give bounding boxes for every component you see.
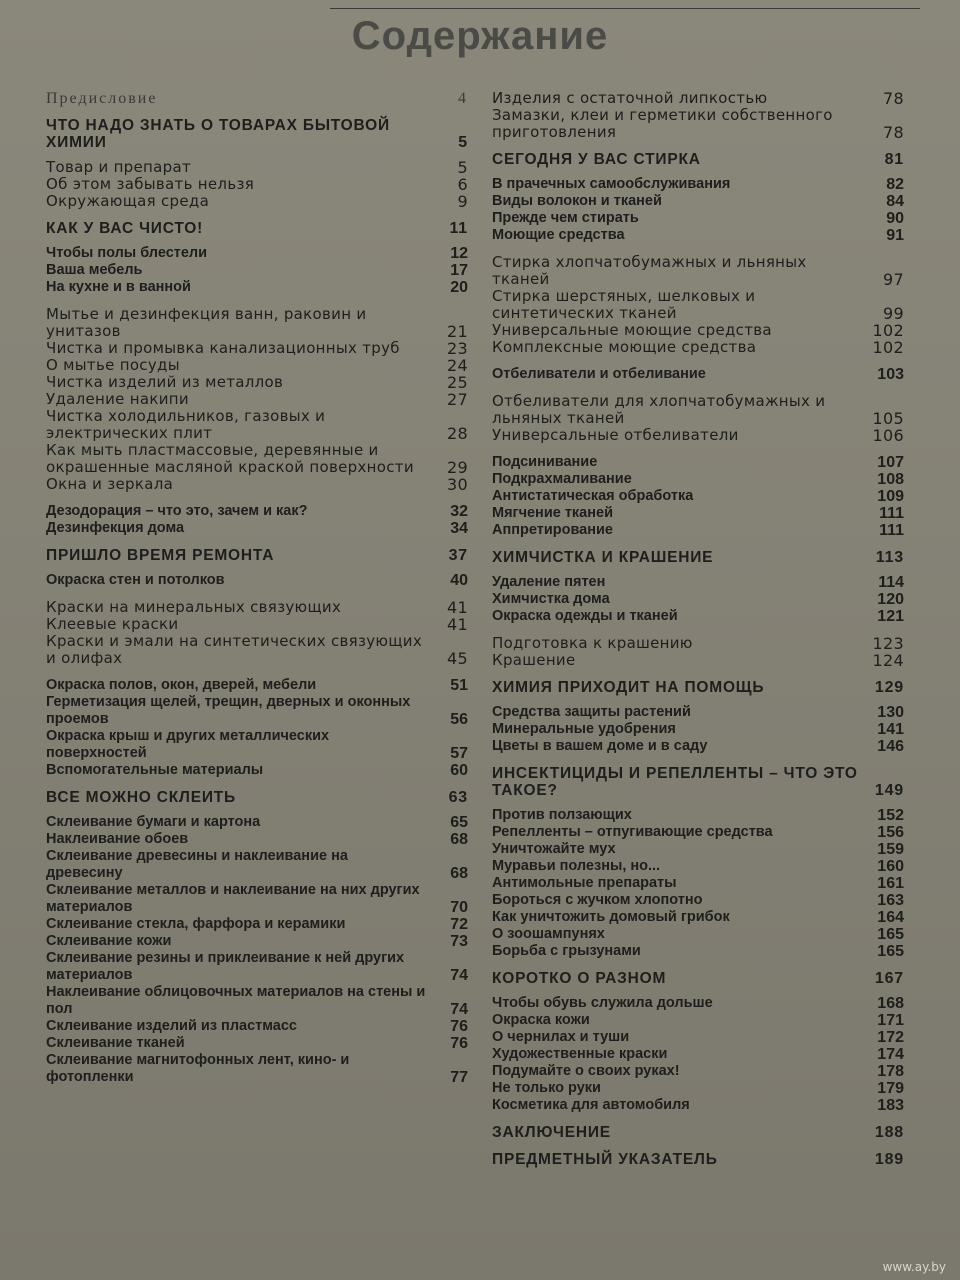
toc-entry-title: Стирка хлопчатобумажных и льняных тканей <box>492 253 807 288</box>
toc-entry <box>492 366 908 383</box>
toc-page-number: 74 <box>450 967 468 984</box>
toc-entry <box>46 374 472 391</box>
toc-page-number: 84 <box>886 193 904 210</box>
toc-page-number: 12 <box>450 245 468 262</box>
toc-entry <box>46 408 472 442</box>
toc-page-number: 108 <box>877 471 904 488</box>
toc-page-number: 78 <box>883 89 904 108</box>
toc-entry <box>492 875 908 892</box>
toc-entry-title: Чтобы полы блестели <box>46 245 208 261</box>
toc-entry-title: Склеивание кожи <box>46 933 172 949</box>
toc-entry-title: ХИМЧИСТКА И КРАШЕНИЕ <box>492 549 714 566</box>
toc-entry-title: Моющие средства <box>492 227 625 243</box>
toc-entry <box>46 520 472 537</box>
toc-entry <box>46 1052 472 1086</box>
toc-page-number: 114 <box>878 574 904 591</box>
toc-page-number: 171 <box>877 1012 904 1029</box>
toc-page-number: 76 <box>450 1018 468 1035</box>
toc-entry <box>492 227 908 244</box>
toc-page-number: 123 <box>872 634 904 653</box>
toc-section-heading <box>492 1151 908 1168</box>
toc-entry <box>46 306 472 340</box>
toc-entry <box>492 288 908 322</box>
toc-entry-title: Дезодорация – что это, зачем и как? <box>46 503 308 519</box>
toc-entry-title: СЕГОДНЯ У ВАС СТИРКА <box>492 151 701 168</box>
toc-entry-title: Склеивание металлов и наклеивание на них других материалов <box>46 882 420 915</box>
toc-entry <box>46 262 472 279</box>
toc-page-number: 149 <box>874 782 904 799</box>
toc-page-number: 41 <box>447 598 468 617</box>
toc-page-number: 57 <box>450 745 468 762</box>
toc-entry <box>492 1097 908 1114</box>
toc-entry-title: Окраска крыш и других металлических поверхностей <box>46 728 330 761</box>
toc-entry-title: Антистатическая обработка <box>492 488 694 504</box>
toc-page-number: 167 <box>874 970 904 987</box>
toc-entry-title: Мягчение тканей <box>492 505 613 521</box>
toc-entry-title: Склеивание магнитофонных лент, кино- и фотопленки <box>46 1052 350 1085</box>
toc-section-heading <box>492 151 908 168</box>
toc-entry <box>46 599 472 616</box>
toc-entry <box>46 340 472 357</box>
toc-entry-title: ХИМИЯ ПРИХОДИТ НА ПОМОЩЬ <box>492 679 765 696</box>
toc-entry-title: Аппретирование <box>492 522 613 538</box>
toc-page-number: 160 <box>877 858 904 875</box>
toc-entry <box>492 1063 908 1080</box>
toc-page-number: 5 <box>458 134 468 151</box>
toc-page-number: 74 <box>450 1001 468 1018</box>
toc-page-number: 159 <box>877 841 904 858</box>
toc-entry <box>46 728 472 762</box>
toc-entry <box>46 814 472 831</box>
toc-entry <box>492 427 908 444</box>
toc-entry <box>492 738 908 755</box>
toc-page-number: 120 <box>877 591 904 608</box>
toc-page-number: 152 <box>877 807 904 824</box>
toc-entry <box>46 476 472 493</box>
toc-page-number: 4 <box>458 90 468 107</box>
toc-page-number: 27 <box>447 390 468 409</box>
toc-entry-title: Склеивание бумаги и картона <box>46 814 261 830</box>
toc-entry <box>46 831 472 848</box>
toc-entry-title: ПРЕДМЕТНЫЙ УКАЗАТЕЛЬ <box>492 1151 718 1168</box>
toc-entry-title: Отбеливатели для хлопчатобумажных и льняных тканей <box>492 392 826 427</box>
toc-page-number: 11 <box>449 220 468 237</box>
toc-page-number: 56 <box>450 711 468 728</box>
toc-page-number: 109 <box>877 488 904 505</box>
toc-entry <box>492 471 908 488</box>
toc-page-number: 107 <box>877 454 904 471</box>
toc-entry <box>492 824 908 841</box>
toc-page-number: 76 <box>450 1035 468 1052</box>
toc-entry-title: Вспомогательные материалы <box>46 762 264 778</box>
toc-page-number: 106 <box>872 426 904 445</box>
toc-entry <box>492 210 908 227</box>
toc-page-number: 72 <box>450 916 468 933</box>
toc-entry <box>492 721 908 738</box>
toc-entry-title: Товар и препарат <box>46 158 191 176</box>
toc-entry-title: Чистка холодильников, газовых и электрических плит <box>46 407 326 442</box>
toc-entry-title: Об этом забывать нельзя <box>46 175 255 193</box>
toc-entry-title: Подкрахмаливание <box>492 471 632 487</box>
toc-entry <box>46 1018 472 1035</box>
toc-entry <box>46 616 472 633</box>
toc-entry-title: Наклеивание обоев <box>46 831 189 847</box>
toc-section-heading <box>492 1124 908 1141</box>
watermark: www.ay.by <box>882 1260 946 1274</box>
toc-entry-title: О чернилах и туши <box>492 1029 630 1045</box>
toc-page-number: 28 <box>447 424 468 443</box>
toc-page-number: 188 <box>874 1124 904 1141</box>
toc-page-number: 9 <box>457 192 468 211</box>
toc-entry <box>46 916 472 933</box>
toc-section-heading <box>492 679 908 696</box>
toc-page-number: 5 <box>457 158 468 177</box>
toc-entry-title: Мытье и дезинфекция ванн, раковин и унитазов <box>46 305 367 340</box>
toc-entry <box>492 841 908 858</box>
toc-entry-title: Борьба с грызунами <box>492 943 641 959</box>
toc-entry-title: Антимольные препараты <box>492 875 677 891</box>
toc-entry-title: ЗАКЛЮЧЕНИЕ <box>492 1124 611 1141</box>
toc-right-column <box>492 90 908 1176</box>
toc-entry <box>492 339 908 356</box>
toc-page-number: 189 <box>874 1151 904 1168</box>
toc-entry-title: Универсальные моющие средства <box>492 321 772 339</box>
toc-entry-title: Чистка и промывка канализационных труб <box>46 339 400 357</box>
toc-section-heading <box>46 789 472 806</box>
toc-entry-title: Виды волокон и тканей <box>492 193 662 209</box>
toc-entry <box>46 442 472 476</box>
toc-entry-title: Склеивание стекла, фарфора и керамики <box>46 916 346 932</box>
toc-entry-title: КАК У ВАС ЧИСТО! <box>46 220 204 237</box>
toc-entry <box>46 762 472 779</box>
toc-entry <box>46 984 472 1018</box>
toc-page-number: 29 <box>447 458 468 477</box>
toc-entry <box>492 608 908 625</box>
toc-page-number: 179 <box>877 1080 904 1097</box>
toc-section-heading <box>46 547 472 564</box>
toc-entry-title: Склеивание древесины и наклеивание на древесину <box>46 848 348 881</box>
toc-entry-title: Чтобы обувь служила дольше <box>492 995 713 1011</box>
toc-entry-title: Клеевые краски <box>46 615 179 633</box>
toc-entry-title: Прежде чем стирать <box>492 210 639 226</box>
toc-page-number: 40 <box>450 572 468 589</box>
toc-page-number: 102 <box>872 321 904 340</box>
toc-entry-title: КОРОТКО О РАЗНОМ <box>492 970 667 987</box>
toc-page-number: 102 <box>872 338 904 357</box>
toc-page-number: 51 <box>450 677 468 694</box>
toc-page-number: 17 <box>450 262 468 279</box>
toc-page-number: 113 <box>875 549 904 566</box>
toc-page-number: 60 <box>450 762 468 779</box>
toc-entry <box>492 892 908 909</box>
toc-entry-title: Подготовка к крашению <box>492 634 693 652</box>
toc-entry <box>492 807 908 824</box>
toc-page-number: 41 <box>447 615 468 634</box>
toc-entry-title: Окружающая среда <box>46 192 210 210</box>
toc-entry <box>492 652 908 669</box>
toc-entry-title: Цветы в вашем доме и в саду <box>492 738 708 754</box>
toc-entry <box>492 926 908 943</box>
toc-entry-title: Склеивание тканей <box>46 1035 185 1051</box>
toc-entry-title: Ваша мебель <box>46 262 143 278</box>
toc-entry-title: Дезинфекция дома <box>46 520 185 536</box>
toc-entry-title: Краски на минеральных связующих <box>46 598 342 616</box>
toc-page-number: 164 <box>877 909 904 926</box>
toc-section-heading <box>492 970 908 987</box>
toc-page-number: 73 <box>450 933 468 950</box>
toc-entry <box>492 393 908 427</box>
toc-entry <box>492 995 908 1012</box>
toc-left-column <box>46 90 472 1086</box>
toc-page-number: 124 <box>872 651 904 670</box>
toc-section-heading <box>492 765 908 799</box>
toc-entry <box>492 1080 908 1097</box>
toc-entry-title: Крашение <box>492 651 576 669</box>
toc-page-number: 81 <box>884 151 904 168</box>
toc-entry-title: Не только руки <box>492 1080 601 1096</box>
toc-entry-title: Окраска полов, окон, дверей, мебели <box>46 677 317 693</box>
toc-entry-title: Муравьи полезны, но... <box>492 858 661 874</box>
toc-page-number: 6 <box>457 175 468 194</box>
toc-page-number: 141 <box>877 721 904 738</box>
toc-entry-title: Герметизация щелей, трещин, дверных и оконных проемов <box>46 694 411 727</box>
toc-entry <box>46 357 472 374</box>
toc-entry <box>46 694 472 728</box>
toc-entry <box>46 90 472 107</box>
toc-entry <box>46 193 472 210</box>
toc-page-number: 172 <box>877 1029 904 1046</box>
toc-entry-title: Против ползающих <box>492 807 632 823</box>
toc-page-number: 78 <box>883 123 904 142</box>
toc-entry <box>492 454 908 471</box>
toc-entry-title: ВСЕ МОЖНО СКЛЕИТЬ <box>46 789 236 806</box>
toc-entry-title: Наклеивание облицовочных материалов на стены и пол <box>46 984 426 1017</box>
toc-entry-title: Удаление накипи <box>46 390 189 408</box>
toc-page-number: 178 <box>877 1063 904 1080</box>
toc-entry-title: Минеральные удобрения <box>492 721 676 737</box>
toc-page-number: 103 <box>877 366 904 383</box>
toc-entry-title: Удаление пятен <box>492 574 606 590</box>
toc-entry <box>492 591 908 608</box>
toc-entry <box>46 503 472 520</box>
toc-page-number: 129 <box>874 679 904 696</box>
toc-page-number: 111 <box>879 522 904 539</box>
toc-page-number: 168 <box>877 995 904 1012</box>
top-rule <box>330 8 920 9</box>
toc-entry <box>492 858 908 875</box>
toc-entry <box>492 943 908 960</box>
toc-entry <box>492 254 908 288</box>
toc-entry <box>492 1012 908 1029</box>
toc-entry <box>492 488 908 505</box>
toc-entry <box>492 1029 908 1046</box>
toc-page-number: 146 <box>877 738 904 755</box>
toc-page-number: 91 <box>886 227 904 244</box>
toc-entry <box>492 635 908 652</box>
toc-entry-title: О мытье посуды <box>46 356 180 374</box>
toc-page-number: 174 <box>877 1046 904 1063</box>
toc-entry-title: ЧТО НАДО ЗНАТЬ О ТОВАРАХ БЫТОВОЙ ХИМИИ <box>46 117 390 151</box>
toc-entry <box>492 107 908 141</box>
toc-entry-title: Бороться с жучком хлопотно <box>492 892 703 908</box>
toc-entry <box>46 677 472 694</box>
toc-page-number: 25 <box>447 373 468 392</box>
toc-page-number: 20 <box>450 279 468 296</box>
toc-entry <box>46 933 472 950</box>
toc-entry <box>46 572 472 589</box>
toc-entry-title: Предисловие <box>46 90 158 107</box>
toc-entry-title: Склеивание резины и приклеивание к ней других материалов <box>46 950 405 983</box>
toc-entry <box>492 522 908 539</box>
toc-entry-title: Окраска стен и потолков <box>46 572 225 588</box>
toc-page-number: 21 <box>447 322 468 341</box>
toc-entry <box>492 505 908 522</box>
toc-entry-title: Подсинивание <box>492 454 598 470</box>
toc-section-heading <box>492 549 908 566</box>
toc-page-number: 183 <box>877 1097 904 1114</box>
toc-entry-title: Изделия с остаточной липкостью <box>492 89 768 107</box>
toc-page-number: 63 <box>448 789 468 806</box>
toc-entry-title: В прачечных самообслуживания <box>492 176 731 192</box>
toc-page-number: 23 <box>447 339 468 358</box>
toc-page-number: 32 <box>450 503 468 520</box>
toc-page-number: 77 <box>450 1069 468 1086</box>
toc-entry <box>46 882 472 916</box>
toc-entry <box>46 633 472 667</box>
toc-entry-title: Замазки, клеи и герметики собственного приготовления <box>492 106 833 141</box>
toc-page-number: 24 <box>447 356 468 375</box>
toc-page-number: 130 <box>877 704 904 721</box>
toc-entry-title: Универсальные отбеливатели <box>492 426 739 444</box>
toc-entry <box>492 322 908 339</box>
toc-page-number: 165 <box>877 943 904 960</box>
toc-entry <box>492 574 908 591</box>
toc-entry-title: На кухне и в ванной <box>46 279 191 295</box>
toc-entry-title: Склеивание изделий из пластмасс <box>46 1018 297 1034</box>
toc-page-number: 111 <box>879 505 904 522</box>
toc-entry <box>46 848 472 882</box>
toc-entry-title: Подумайте о своих руках! <box>492 1063 680 1079</box>
toc-entry-title: Художественные краски <box>492 1046 668 1062</box>
toc-page-number: 97 <box>883 270 904 289</box>
toc-entry-title: Краски и эмали на синтетических связующих и олифах <box>46 632 423 667</box>
toc-entry <box>46 1035 472 1052</box>
toc-page-number: 30 <box>447 475 468 494</box>
toc-entry-title: Окраска кожи <box>492 1012 590 1028</box>
toc-page-number: 70 <box>450 899 468 916</box>
toc-entry <box>492 909 908 926</box>
toc-entry-title: Химчистка дома <box>492 591 610 607</box>
toc-entry <box>46 176 472 193</box>
toc-entry <box>492 193 908 210</box>
toc-page-number: 165 <box>877 926 904 943</box>
toc-entry <box>46 245 472 262</box>
toc-entry-title: ПРИШЛО ВРЕМЯ РЕМОНТА <box>46 547 275 564</box>
toc-entry <box>492 90 908 107</box>
toc-entry-title: Средства защиты растений <box>492 704 691 720</box>
toc-entry-title: ИНСЕКТИЦИДЫ И РЕПЕЛЛЕНТЫ – ЧТО ЭТО ТАКОЕ? <box>492 765 858 799</box>
toc-entry <box>492 1046 908 1063</box>
toc-page-number: 45 <box>447 649 468 668</box>
toc-page-number: 82 <box>886 176 904 193</box>
toc-page-number: 156 <box>877 824 904 841</box>
toc-page-number: 65 <box>450 814 468 831</box>
toc-page-number: 99 <box>883 304 904 323</box>
toc-section-heading <box>46 117 472 151</box>
toc-page-number: 161 <box>877 875 904 892</box>
toc-entry-title: Как уничтожить домовый грибок <box>492 909 730 925</box>
toc-entry-title: Чистка изделий из металлов <box>46 373 284 391</box>
page-title: Содержание <box>351 14 609 58</box>
toc-page-number: 163 <box>877 892 904 909</box>
toc-entry-title: Отбеливатели и отбеливание <box>492 366 706 382</box>
toc-page-number: 68 <box>450 865 468 882</box>
toc-entry <box>46 950 472 984</box>
toc-page-number: 37 <box>448 547 468 564</box>
toc-entry <box>46 159 472 176</box>
toc-entry-title: О зоошампунях <box>492 926 605 942</box>
toc-section-heading <box>46 220 472 237</box>
toc-entry <box>46 391 472 408</box>
toc-entry <box>492 704 908 721</box>
toc-page-number: 90 <box>886 210 904 227</box>
toc-entry-title: Окна и зеркала <box>46 475 174 493</box>
toc-entry-title: Уничтожайте мух <box>492 841 616 857</box>
toc-entry-title: Репелленты – отпугивающие средства <box>492 824 773 840</box>
toc-page-number: 105 <box>872 409 904 428</box>
toc-entry <box>492 176 908 193</box>
toc-entry <box>46 279 472 296</box>
toc-entry-title: Как мыть пластмассовые, деревянные и окрашенные масляной краской поверхности <box>46 441 414 476</box>
toc-page-number: 121 <box>877 608 904 625</box>
toc-entry-title: Комплексные моющие средства <box>492 338 757 356</box>
toc-entry-title: Стирка шерстяных, шелковых и синтетических тканей <box>492 287 756 322</box>
toc-page-number: 68 <box>450 831 468 848</box>
toc-page-number: 34 <box>450 520 468 537</box>
toc-entry-title: Окраска одежды и тканей <box>492 608 678 624</box>
toc-entry-title: Косметика для автомобиля <box>492 1097 690 1113</box>
